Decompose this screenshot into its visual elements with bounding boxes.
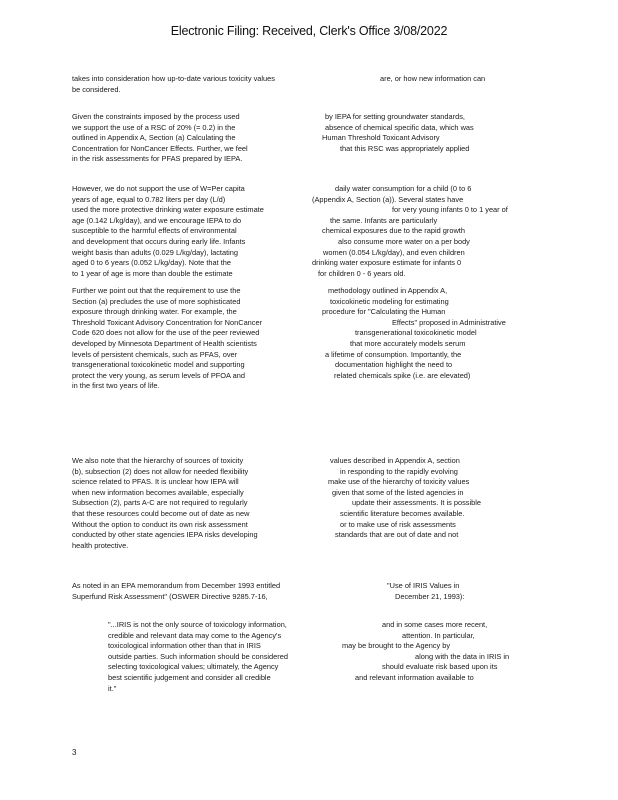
line-right-text: a lifetime of consumption. Importantly, the [325, 349, 462, 359]
text-line [0, 112, 618, 123]
line-left-text: susceptible to the harmful effects of environmental [72, 226, 237, 236]
line-right-text: by IEPA for setting groundwater standards, [325, 112, 465, 121]
text-line [0, 498, 618, 509]
line-left-text: Given the constraints imposed by the process used [72, 112, 240, 121]
text-line [0, 360, 618, 371]
line-left-text: However, we do not support the use of W=Per capita [72, 184, 245, 193]
line-left-text: that these resources could become out of date as new [72, 508, 250, 518]
text-line [0, 520, 618, 531]
text-line [0, 216, 618, 227]
line-left-text: outlined in Appendix A, Section (a) Calculating the [72, 133, 236, 143]
line-left-text: Subsection (2), parts A-C are not required to regularly [72, 498, 248, 508]
text-line [0, 318, 618, 329]
line-left-text: As noted in an EPA memorandum from December 1993 entitled [72, 581, 281, 590]
line-left-text: Superfund Risk Assessment" (OSWER Directive 9285.7-16, [72, 591, 268, 601]
text-line [0, 541, 618, 552]
text-line [0, 488, 618, 499]
line-left-text: protect the very young, as serum levels of PFOA and [72, 370, 245, 380]
line-left-text: weight basis than adults (0.029 L/kg/day), lactating [72, 247, 238, 257]
line-right-text: also consume more water on a per body [338, 236, 470, 246]
line-left-text: health protective. [72, 540, 129, 550]
paragraph [0, 456, 618, 551]
line-right-text: (Appendix A, Section (a)). Several states have [312, 194, 464, 204]
line-left-text: and development that occurs during early life. Infants [72, 236, 246, 246]
text-line [0, 258, 618, 269]
line-right-text: in responding to the rapidly evolving [340, 466, 458, 476]
line-right-text: make use of the hierarchy of toxicity values [328, 477, 470, 487]
line-left-text: levels of persistent chemicals, such as PFAS, over [72, 349, 238, 359]
line-left-text: we support the use of a RSC of 20% (= 0.2) in the [72, 122, 236, 132]
text-line [0, 381, 618, 392]
line-right-text: along with the data in IRIS in [415, 651, 510, 661]
line-right-text: update their assessments. It is possible [352, 498, 481, 508]
line-right-text: the same. Infants are particularly [330, 215, 438, 225]
text-line [0, 509, 618, 520]
line-left-text: it." [108, 683, 117, 693]
line-left-text: Code 620 does not allow for the use of the peer reviewed [72, 328, 260, 338]
line-right-text: and relevant information available to [355, 672, 474, 682]
line-right-text: and in some cases more recent, [382, 620, 488, 629]
line-right-text: "Use of IRIS Values in [387, 581, 460, 590]
line-left-text: (b), subsection (2) does not allow for needed flexibility [72, 466, 249, 476]
line-right-text: procedure for "Calculating the Human [322, 307, 446, 317]
text-line [0, 205, 618, 216]
line-left-text: used the more protective drinking water exposure estimate [72, 205, 264, 215]
text-line [0, 123, 618, 134]
line-right-text: December 21, 1993): [395, 591, 465, 601]
line-right-text: methodology outlined in Appendix A, [328, 286, 448, 295]
text-line [0, 641, 618, 652]
text-line [0, 652, 618, 663]
text-line [0, 684, 618, 695]
line-right-text: transgenerational toxicokinetic model [355, 328, 477, 338]
line-left-text: Threshold Toxicant Advisory Concentration for NonCancer [72, 317, 263, 327]
line-right-text: absence of chemical specific data, which was [325, 122, 474, 132]
line-right-text: daily water consumption for a child (0 to 6 [335, 184, 472, 193]
line-right-text: Human Threshold Toxicant Advisory [322, 133, 440, 143]
paragraph [0, 581, 618, 602]
line-left-text: aged 0 to 6 years (0.052 L/kg/day). Note that the [72, 258, 231, 268]
line-left-text: Without the option to conduct its own risk assessment [72, 519, 248, 529]
line-left-text: developed by Minnesota Department of Health scientists [72, 338, 257, 348]
line-left-text: selecting toxicological values; ultimately, the Agency [108, 662, 279, 672]
line-left-text: when new information becomes available, especially [72, 487, 244, 497]
line-left-text: transgenerational toxicokinetic model and supporting [72, 360, 245, 370]
paragraph [0, 74, 618, 95]
text-line [0, 74, 618, 85]
text-line [0, 269, 618, 280]
line-right-text: or to make use of risk assessments [340, 519, 456, 529]
line-left-text: exposure through drinking water. For example, the [72, 307, 237, 317]
electronic-filing-header: Electronic Filing: Received, Clerk's Office 3/08/2022 [170, 24, 448, 38]
line-right-text: drinking water exposure estimate for infants 0 [312, 258, 462, 268]
line-left-text: be considered. [72, 84, 121, 94]
text-line [0, 144, 618, 155]
paragraph [0, 112, 618, 165]
line-right-text: are, or how new information can [380, 74, 486, 83]
line-left-text: in the risk assessments for PFAS prepared by IEPA. [72, 154, 243, 164]
text-line [0, 350, 618, 361]
paragraph [0, 286, 618, 392]
text-line [0, 154, 618, 165]
line-right-text: that more accurately models serum [350, 338, 466, 348]
line-left-text: Section (a) precludes the use of more sophisticated [72, 296, 241, 306]
line-left-text: Concentration for NonCancer Effects. Further, we feel [72, 143, 248, 153]
line-right-text: that this RSC was appropriately applied [340, 143, 470, 153]
text-line [0, 456, 618, 467]
line-right-text: chemical exposures due to the rapid growth [322, 226, 465, 236]
line-left-text: age (0.142 L/kg/day), and we encourage IEPA to do [72, 215, 242, 225]
line-right-text: standards that are out of date and not [335, 530, 459, 540]
text-line [0, 307, 618, 318]
line-right-text: for very young infants 0 to 1 year of [392, 205, 508, 215]
text-line [0, 477, 618, 488]
text-line [0, 581, 618, 592]
line-right-text: women (0.054 L/kg/day), and even children [323, 247, 465, 257]
text-line [0, 184, 618, 195]
paragraph [0, 620, 618, 694]
text-line [0, 620, 618, 631]
line-right-text: related chemicals spike (i.e. are elevated) [334, 370, 471, 380]
line-right-text: for children 0 - 6 years old. [318, 268, 406, 278]
line-right-text: toxicokinetic modeling for estimating [330, 296, 449, 306]
line-left-text: to 1 year of age is more than double the estimate [72, 268, 233, 278]
text-line [0, 339, 618, 350]
text-line [0, 297, 618, 308]
text-line [0, 673, 618, 684]
text-line [0, 592, 618, 603]
line-right-text: values described in Appendix A, section [330, 456, 460, 465]
line-left-text: "...IRIS is not the only source of toxicology information, [108, 620, 287, 629]
line-left-text: credible and relevant data may come to the Agency's [108, 630, 282, 640]
text-line [0, 226, 618, 237]
line-right-text: should evaluate risk based upon its [382, 662, 498, 672]
line-left-text: outside parties. Such information should be considered [108, 651, 288, 661]
text-line [0, 662, 618, 673]
text-line [0, 467, 618, 478]
line-right-text: documentation highlight the need to [335, 360, 453, 370]
line-left-text: science related to PFAS. It is unclear how IEPA will [72, 477, 239, 487]
text-line [0, 133, 618, 144]
line-left-text: takes into consideration how up-to-date various toxicity values [72, 74, 275, 83]
line-right-text: attention. In particular, [402, 630, 475, 640]
text-line [0, 248, 618, 259]
line-left-text: We also note that the hierarchy of sources of toxicity [72, 456, 244, 465]
text-line [0, 371, 618, 382]
line-left-text: best scientific judgement and consider all credible [108, 672, 271, 682]
text-line [0, 195, 618, 206]
line-left-text: conducted by other state agencies IEPA risks developing [72, 530, 258, 540]
text-line [0, 328, 618, 339]
line-right-text: scientific literature becomes available. [340, 508, 465, 518]
paragraph [0, 184, 618, 279]
line-right-text: Effects" proposed in Administrative [392, 317, 506, 327]
line-left-text: toxicological information other than that in IRIS [108, 641, 261, 651]
line-left-text: years of age, equal to 0.782 liters per day (L/d) [72, 194, 226, 204]
line-right-text: may be brought to the Agency by [342, 641, 451, 651]
line-left-text: Further we point out that the requirement to use the [72, 286, 241, 295]
text-line [0, 237, 618, 248]
page-number: 3 [72, 748, 77, 757]
text-line [0, 530, 618, 541]
text-line [0, 85, 618, 96]
line-right-text: given that some of the listed agencies in [332, 487, 464, 497]
text-line [0, 631, 618, 642]
text-line [0, 286, 618, 297]
line-left-text: in the first two years of life. [72, 381, 160, 391]
